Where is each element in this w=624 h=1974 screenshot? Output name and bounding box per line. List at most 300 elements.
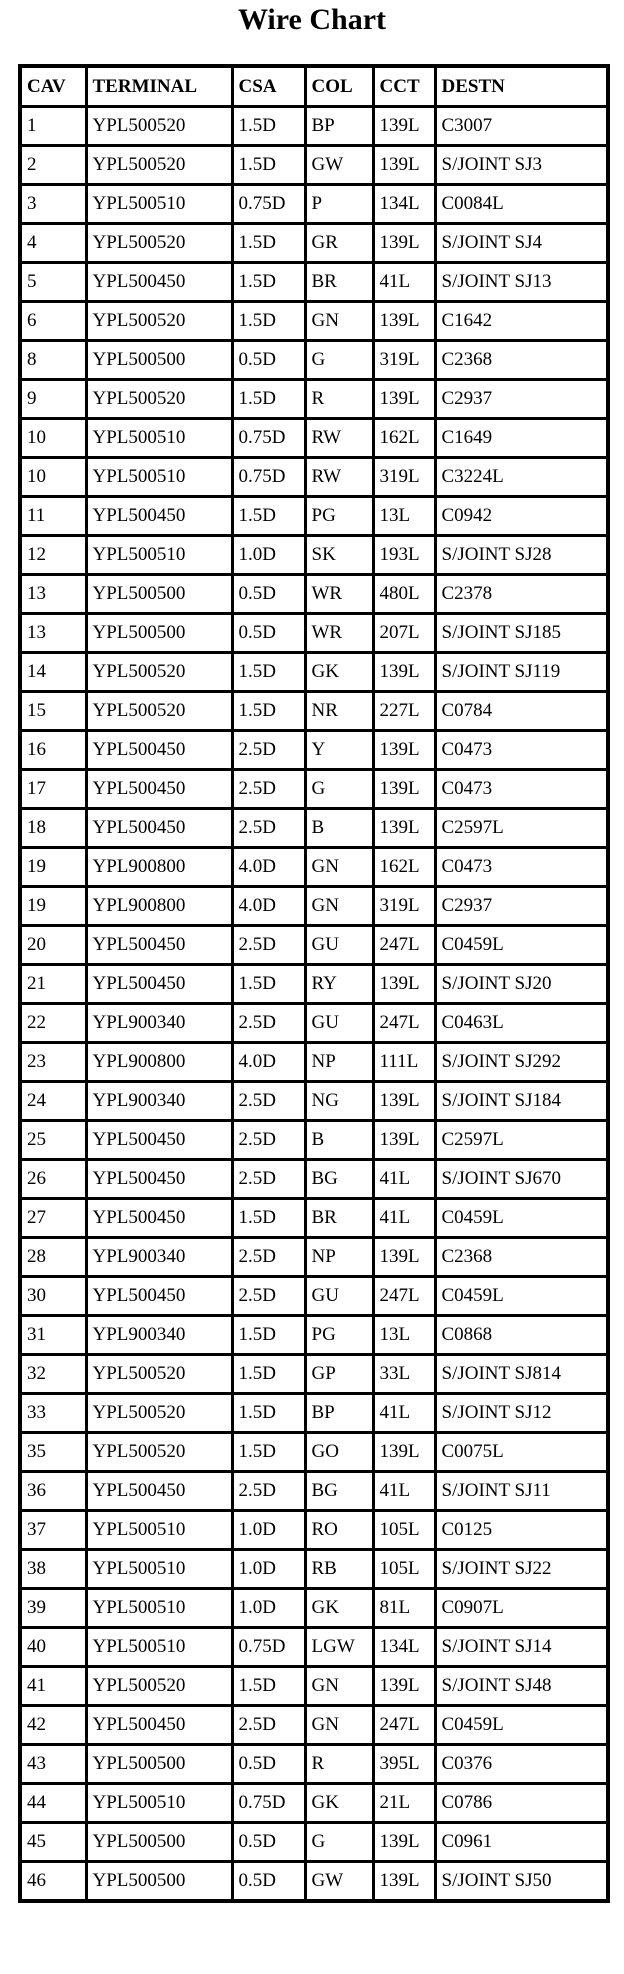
cell-destn: C0125	[435, 1511, 608, 1550]
cell-terminal: YPL500450	[86, 809, 232, 848]
cell-cct: 139L	[373, 107, 435, 146]
table-row	[20, 1472, 608, 1511]
cell-terminal: YPL500520	[86, 302, 232, 341]
cell-terminal: YPL900800	[86, 848, 232, 887]
wire-chart-table	[18, 64, 610, 1903]
cell-terminal: YPL500520	[86, 1394, 232, 1433]
cell-cct: 139L	[373, 1862, 435, 1902]
cell-destn: C2597L	[435, 809, 608, 848]
cell-csa: 1.0D	[232, 536, 305, 575]
cell-csa: 4.0D	[232, 887, 305, 926]
cell-cav: 6	[20, 302, 86, 341]
cell-csa: 0.75D	[232, 1784, 305, 1823]
table-row	[20, 614, 608, 653]
cell-terminal: YPL500450	[86, 497, 232, 536]
cell-destn: C0961	[435, 1823, 608, 1862]
cell-cct: 105L	[373, 1511, 435, 1550]
cell-cct: 134L	[373, 185, 435, 224]
cell-cct: 33L	[373, 1355, 435, 1394]
cell-cav: 20	[20, 926, 86, 965]
cell-terminal: YPL500500	[86, 614, 232, 653]
cell-destn: C0459L	[435, 1277, 608, 1316]
cell-destn: S/JOINT SJ48	[435, 1667, 608, 1706]
cell-csa: 1.5D	[232, 692, 305, 731]
table-row	[20, 1082, 608, 1121]
table-row	[20, 575, 608, 614]
table-row	[20, 497, 608, 536]
cell-cav: 2	[20, 146, 86, 185]
cell-cct: 139L	[373, 380, 435, 419]
cell-csa: 4.0D	[232, 848, 305, 887]
cell-destn: C0075L	[435, 1433, 608, 1472]
cell-csa: 2.5D	[232, 1238, 305, 1277]
table-row	[20, 1589, 608, 1628]
cell-destn: C2368	[435, 1238, 608, 1277]
cell-cav: 18	[20, 809, 86, 848]
table-row	[20, 1862, 608, 1902]
table-row	[20, 653, 608, 692]
cell-terminal: YPL900800	[86, 1043, 232, 1082]
cell-col: G	[305, 341, 373, 380]
wire-table-body	[20, 107, 608, 1902]
cell-col: PG	[305, 497, 373, 536]
cell-cct: 162L	[373, 419, 435, 458]
cell-csa: 1.5D	[232, 224, 305, 263]
cell-cav: 28	[20, 1238, 86, 1277]
cell-csa: 1.5D	[232, 146, 305, 185]
cell-cct: 41L	[373, 1199, 435, 1238]
cell-terminal: YPL500450	[86, 263, 232, 302]
table-row	[20, 692, 608, 731]
table-row	[20, 1043, 608, 1082]
cell-destn: C0786	[435, 1784, 608, 1823]
cell-col: RB	[305, 1550, 373, 1589]
cell-terminal: YPL500520	[86, 692, 232, 731]
cell-cct: 134L	[373, 1628, 435, 1667]
cell-csa: 1.5D	[232, 1199, 305, 1238]
cell-destn: S/JOINT SJ185	[435, 614, 608, 653]
cell-cct: 41L	[373, 1394, 435, 1433]
cell-destn: C2378	[435, 575, 608, 614]
cell-cct: 41L	[373, 1160, 435, 1199]
cell-cav: 13	[20, 614, 86, 653]
cell-cav: 15	[20, 692, 86, 731]
cell-cct: 139L	[373, 1238, 435, 1277]
cell-cav: 9	[20, 380, 86, 419]
cell-cav: 19	[20, 848, 86, 887]
cell-cct: 13L	[373, 1316, 435, 1355]
table-row	[20, 1433, 608, 1472]
cell-csa: 2.5D	[232, 926, 305, 965]
cell-destn: C0784	[435, 692, 608, 731]
cell-cct: 139L	[373, 302, 435, 341]
table-row	[20, 1160, 608, 1199]
table-row	[20, 380, 608, 419]
cell-cct: 13L	[373, 497, 435, 536]
cell-cav: 36	[20, 1472, 86, 1511]
cell-csa: 0.75D	[232, 419, 305, 458]
cell-destn: S/JOINT SJ292	[435, 1043, 608, 1082]
cell-cct: 480L	[373, 575, 435, 614]
cell-col: GW	[305, 146, 373, 185]
cell-terminal: YPL500450	[86, 1706, 232, 1745]
cell-destn: S/JOINT SJ28	[435, 536, 608, 575]
cell-cav: 5	[20, 263, 86, 302]
cell-cct: 139L	[373, 146, 435, 185]
cell-cav: 33	[20, 1394, 86, 1433]
cell-destn: S/JOINT SJ50	[435, 1862, 608, 1902]
cell-cav: 16	[20, 731, 86, 770]
cell-destn: C0376	[435, 1745, 608, 1784]
cell-csa: 1.5D	[232, 653, 305, 692]
cell-cav: 43	[20, 1745, 86, 1784]
cell-terminal: YPL500500	[86, 1862, 232, 1902]
cell-terminal: YPL900800	[86, 887, 232, 926]
table-row	[20, 809, 608, 848]
cell-col: P	[305, 185, 373, 224]
cell-csa: 2.5D	[232, 731, 305, 770]
cell-cav: 41	[20, 1667, 86, 1706]
table-row	[20, 1784, 608, 1823]
cell-cct: 319L	[373, 887, 435, 926]
table-row	[20, 1277, 608, 1316]
cell-destn: S/JOINT SJ3	[435, 146, 608, 185]
cell-terminal: YPL500510	[86, 185, 232, 224]
column-header-destn: DESTN	[435, 66, 608, 107]
cell-cav: 46	[20, 1862, 86, 1902]
table-row	[20, 1004, 608, 1043]
cell-cct: 247L	[373, 926, 435, 965]
table-row	[20, 1316, 608, 1355]
cell-col: B	[305, 809, 373, 848]
cell-destn: S/JOINT SJ11	[435, 1472, 608, 1511]
table-row	[20, 1199, 608, 1238]
cell-cct: 247L	[373, 1706, 435, 1745]
cell-destn: S/JOINT SJ12	[435, 1394, 608, 1433]
column-header-cav: CAV	[20, 66, 86, 107]
cell-destn: S/JOINT SJ13	[435, 263, 608, 302]
cell-col: NP	[305, 1238, 373, 1277]
cell-destn: S/JOINT SJ119	[435, 653, 608, 692]
table-row	[20, 419, 608, 458]
cell-col: WR	[305, 575, 373, 614]
cell-destn: C0942	[435, 497, 608, 536]
cell-cct: 139L	[373, 770, 435, 809]
cell-cct: 139L	[373, 731, 435, 770]
cell-col: RW	[305, 419, 373, 458]
column-header-terminal: TERMINAL	[86, 66, 232, 107]
cell-cav: 13	[20, 575, 86, 614]
cell-cav: 4	[20, 224, 86, 263]
cell-col: GN	[305, 1667, 373, 1706]
cell-destn: C2597L	[435, 1121, 608, 1160]
cell-cct: 139L	[373, 1082, 435, 1121]
cell-cav: 26	[20, 1160, 86, 1199]
cell-destn: S/JOINT SJ814	[435, 1355, 608, 1394]
cell-csa: 1.5D	[232, 1355, 305, 1394]
cell-cav: 27	[20, 1199, 86, 1238]
cell-col: LGW	[305, 1628, 373, 1667]
cell-cct: 81L	[373, 1589, 435, 1628]
cell-col: RW	[305, 458, 373, 497]
cell-col: R	[305, 1745, 373, 1784]
cell-csa: 0.5D	[232, 1823, 305, 1862]
cell-destn: C3007	[435, 107, 608, 146]
table-row	[20, 146, 608, 185]
cell-cct: 139L	[373, 653, 435, 692]
column-header-cct: CCT	[373, 66, 435, 107]
cell-terminal: YPL500510	[86, 1628, 232, 1667]
table-row	[20, 1823, 608, 1862]
cell-destn: S/JOINT SJ22	[435, 1550, 608, 1589]
cell-cav: 17	[20, 770, 86, 809]
cell-col: G	[305, 1823, 373, 1862]
cell-terminal: YPL900340	[86, 1082, 232, 1121]
cell-cct: 247L	[373, 1004, 435, 1043]
cell-cct: 247L	[373, 1277, 435, 1316]
cell-col: GP	[305, 1355, 373, 1394]
column-header-col: COL	[305, 66, 373, 107]
cell-col: GK	[305, 1784, 373, 1823]
cell-csa: 0.5D	[232, 1745, 305, 1784]
cell-terminal: YPL500520	[86, 146, 232, 185]
cell-cav: 38	[20, 1550, 86, 1589]
cell-cav: 3	[20, 185, 86, 224]
page-title: Wire Chart	[237, 3, 387, 36]
table-row	[20, 341, 608, 380]
cell-col: GK	[305, 1589, 373, 1628]
cell-cav: 11	[20, 497, 86, 536]
cell-col: RO	[305, 1511, 373, 1550]
cell-destn: S/JOINT SJ14	[435, 1628, 608, 1667]
cell-cct: 105L	[373, 1550, 435, 1589]
cell-cav: 25	[20, 1121, 86, 1160]
cell-terminal: YPL500510	[86, 458, 232, 497]
cell-cct: 139L	[373, 224, 435, 263]
cell-cav: 44	[20, 1784, 86, 1823]
cell-csa: 0.5D	[232, 614, 305, 653]
table-row	[20, 965, 608, 1004]
table-row	[20, 185, 608, 224]
cell-cav: 19	[20, 887, 86, 926]
cell-cav: 31	[20, 1316, 86, 1355]
cell-destn: C1642	[435, 302, 608, 341]
cell-csa: 2.5D	[232, 1160, 305, 1199]
cell-terminal: YPL500450	[86, 1121, 232, 1160]
column-header-csa: CSA	[232, 66, 305, 107]
cell-col: GU	[305, 1004, 373, 1043]
table-row	[20, 1121, 608, 1160]
table-row	[20, 1550, 608, 1589]
cell-cct: 21L	[373, 1784, 435, 1823]
cell-csa: 0.5D	[232, 1862, 305, 1902]
cell-csa: 1.5D	[232, 380, 305, 419]
cell-csa: 0.5D	[232, 341, 305, 380]
cell-cav: 1	[20, 107, 86, 146]
cell-csa: 1.5D	[232, 302, 305, 341]
cell-destn: C0459L	[435, 1199, 608, 1238]
table-row	[20, 1355, 608, 1394]
cell-cct: 111L	[373, 1043, 435, 1082]
table-row	[20, 458, 608, 497]
table-row	[20, 302, 608, 341]
cell-csa: 4.0D	[232, 1043, 305, 1082]
cell-col: B	[305, 1121, 373, 1160]
cell-destn: C0084L	[435, 185, 608, 224]
table-row	[20, 926, 608, 965]
cell-cav: 40	[20, 1628, 86, 1667]
cell-terminal: YPL500510	[86, 1550, 232, 1589]
cell-col: GK	[305, 653, 373, 692]
cell-csa: 0.5D	[232, 575, 305, 614]
cell-csa: 1.5D	[232, 1316, 305, 1355]
cell-col: WR	[305, 614, 373, 653]
cell-cct: 193L	[373, 536, 435, 575]
table-row	[20, 107, 608, 146]
cell-cct: 41L	[373, 263, 435, 302]
cell-csa: 1.5D	[232, 1394, 305, 1433]
cell-col: NR	[305, 692, 373, 731]
cell-csa: 2.5D	[232, 1121, 305, 1160]
cell-destn: C2937	[435, 380, 608, 419]
cell-csa: 1.5D	[232, 965, 305, 1004]
cell-terminal: YPL500510	[86, 1589, 232, 1628]
table-row	[20, 848, 608, 887]
cell-terminal: YPL500520	[86, 1667, 232, 1706]
cell-terminal: YPL500510	[86, 1511, 232, 1550]
table-row	[20, 731, 608, 770]
cell-destn: C0473	[435, 770, 608, 809]
cell-csa: 2.5D	[232, 1082, 305, 1121]
cell-col: BR	[305, 263, 373, 302]
cell-csa: 2.5D	[232, 809, 305, 848]
cell-cav: 42	[20, 1706, 86, 1745]
cell-terminal: YPL500450	[86, 770, 232, 809]
cell-csa: 1.5D	[232, 1667, 305, 1706]
table-row	[20, 224, 608, 263]
cell-destn: S/JOINT SJ670	[435, 1160, 608, 1199]
cell-terminal: YPL500450	[86, 926, 232, 965]
table-row	[20, 1511, 608, 1550]
cell-cav: 32	[20, 1355, 86, 1394]
cell-csa: 2.5D	[232, 1472, 305, 1511]
cell-col: GR	[305, 224, 373, 263]
table-row	[20, 1394, 608, 1433]
cell-destn: C0473	[435, 848, 608, 887]
cell-destn: C2937	[435, 887, 608, 926]
cell-terminal: YPL500520	[86, 1433, 232, 1472]
cell-col: GN	[305, 302, 373, 341]
cell-cct: 207L	[373, 614, 435, 653]
cell-cav: 21	[20, 965, 86, 1004]
cell-destn: C0473	[435, 731, 608, 770]
table-row	[20, 770, 608, 809]
cell-cct: 41L	[373, 1472, 435, 1511]
cell-terminal: YPL500450	[86, 965, 232, 1004]
cell-cav: 23	[20, 1043, 86, 1082]
cell-col: SK	[305, 536, 373, 575]
table-row	[20, 1628, 608, 1667]
cell-col: GU	[305, 1277, 373, 1316]
cell-destn: S/JOINT SJ20	[435, 965, 608, 1004]
cell-cct: 162L	[373, 848, 435, 887]
cell-csa: 2.5D	[232, 1277, 305, 1316]
cell-destn: C0463L	[435, 1004, 608, 1043]
cell-col: GW	[305, 1862, 373, 1902]
cell-col: Y	[305, 731, 373, 770]
table-row	[20, 263, 608, 302]
cell-cav: 14	[20, 653, 86, 692]
cell-csa: 0.75D	[232, 185, 305, 224]
cell-cct: 227L	[373, 692, 435, 731]
cell-csa: 1.0D	[232, 1511, 305, 1550]
header-row	[20, 66, 608, 107]
cell-terminal: YPL500510	[86, 536, 232, 575]
cell-cav: 30	[20, 1277, 86, 1316]
cell-destn: S/JOINT SJ184	[435, 1082, 608, 1121]
cell-cav: 37	[20, 1511, 86, 1550]
cell-terminal: YPL900340	[86, 1316, 232, 1355]
cell-cct: 139L	[373, 1121, 435, 1160]
cell-cct: 319L	[373, 341, 435, 380]
cell-csa: 0.75D	[232, 458, 305, 497]
cell-terminal: YPL500510	[86, 419, 232, 458]
cell-terminal: YPL900340	[86, 1238, 232, 1277]
cell-cct: 139L	[373, 1823, 435, 1862]
cell-cct: 139L	[373, 809, 435, 848]
cell-csa: 2.5D	[232, 1706, 305, 1745]
cell-csa: 1.5D	[232, 263, 305, 302]
cell-terminal: YPL500450	[86, 1199, 232, 1238]
cell-col: BG	[305, 1472, 373, 1511]
cell-col: NP	[305, 1043, 373, 1082]
cell-col: BP	[305, 1394, 373, 1433]
cell-cct: 139L	[373, 1667, 435, 1706]
cell-destn: S/JOINT SJ4	[435, 224, 608, 263]
cell-csa: 1.5D	[232, 107, 305, 146]
cell-terminal: YPL500520	[86, 380, 232, 419]
table-row	[20, 1238, 608, 1277]
cell-terminal: YPL900340	[86, 1004, 232, 1043]
cell-destn: C0868	[435, 1316, 608, 1355]
cell-col: GO	[305, 1433, 373, 1472]
cell-col: GU	[305, 926, 373, 965]
cell-col: BR	[305, 1199, 373, 1238]
cell-csa: 0.75D	[232, 1628, 305, 1667]
table-row	[20, 1667, 608, 1706]
cell-cav: 12	[20, 536, 86, 575]
cell-terminal: YPL500450	[86, 731, 232, 770]
cell-cct: 139L	[373, 1433, 435, 1472]
cell-terminal: YPL500500	[86, 341, 232, 380]
cell-terminal: YPL500510	[86, 1784, 232, 1823]
cell-terminal: YPL500500	[86, 1823, 232, 1862]
table-row	[20, 536, 608, 575]
cell-col: PG	[305, 1316, 373, 1355]
cell-col: GN	[305, 1706, 373, 1745]
cell-terminal: YPL500450	[86, 1160, 232, 1199]
cell-col: R	[305, 380, 373, 419]
cell-destn: C0459L	[435, 1706, 608, 1745]
cell-col: GN	[305, 887, 373, 926]
cell-col: NG	[305, 1082, 373, 1121]
cell-terminal: YPL500500	[86, 1745, 232, 1784]
cell-col: BP	[305, 107, 373, 146]
cell-cct: 139L	[373, 965, 435, 1004]
cell-terminal: YPL500450	[86, 1472, 232, 1511]
cell-csa: 1.5D	[232, 1433, 305, 1472]
cell-cav: 35	[20, 1433, 86, 1472]
